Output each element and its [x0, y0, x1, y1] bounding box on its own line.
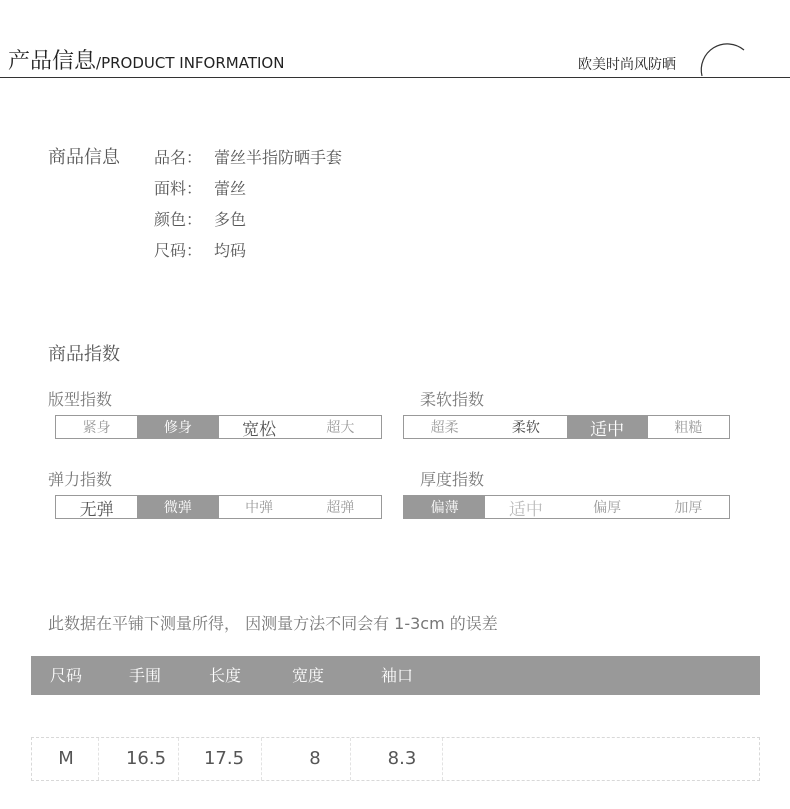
info-row-material	[154, 176, 246, 199]
column-header: 宽度	[292, 666, 325, 685]
info-row-color	[154, 207, 246, 230]
table-cell: 8.3	[387, 748, 417, 769]
index-option: 无弹	[79, 499, 114, 520]
index-option: 超大	[326, 420, 355, 436]
index-option: 粗糙	[674, 420, 703, 436]
page-title-en: /PRODUCT INFORMATION	[96, 54, 285, 72]
info-row-name	[154, 145, 342, 168]
table-cell: 17.5	[203, 748, 245, 769]
index-option: 加厚	[674, 500, 703, 516]
table-cell: 16.5	[125, 748, 167, 769]
index-option-selected: 偏薄	[404, 496, 485, 518]
column-header: 长度	[209, 666, 242, 685]
size-table-header	[31, 656, 760, 695]
index-label-fit: 版型指数	[48, 390, 113, 409]
index-option-selected: 修身	[137, 416, 218, 438]
header-divider	[0, 77, 790, 78]
info-row-size	[154, 238, 246, 261]
table-cell: 8	[309, 748, 321, 769]
info-key: 尺码：	[154, 241, 203, 260]
index-bar-softness	[403, 415, 730, 439]
index-bar-elasticity	[55, 495, 382, 519]
page-title-cn: 产品信息	[8, 49, 97, 74]
info-key: 颜色：	[154, 210, 203, 229]
page-title	[8, 44, 284, 75]
table-cell: M	[58, 748, 74, 769]
index-option: 宽松	[242, 419, 277, 440]
column-header: 尺码	[50, 666, 83, 685]
column-header: 手围	[129, 666, 162, 685]
index-option: 超柔	[430, 420, 459, 436]
index-option: 适中	[508, 499, 543, 520]
info-value: 均码	[214, 241, 247, 260]
index-label-thickness: 厚度指数	[420, 470, 485, 489]
index-section-title: 商品指数	[48, 344, 120, 365]
index-bar-fit	[55, 415, 382, 439]
index-option: 紧身	[82, 420, 111, 436]
index-option: 超弹	[326, 500, 355, 516]
index-label-elasticity: 弹力指数	[48, 470, 113, 489]
info-key: 品名：	[154, 148, 203, 167]
measurement-note: 此数据在平铺下测量所得， 因测量方法不同会有 1-3cm 的误差	[48, 614, 498, 633]
info-key: 面料：	[154, 179, 203, 198]
index-option: 中弹	[245, 500, 274, 516]
info-value: 蕾丝	[214, 179, 247, 198]
index-option-selected: 微弹	[137, 496, 218, 518]
header-tagline: 欧美时尚风防晒	[578, 57, 676, 73]
index-label-softness: 柔软指数	[420, 390, 485, 409]
index-option: 偏厚	[593, 500, 622, 516]
decorative-arc-icon	[696, 40, 756, 100]
index-option: 柔软	[511, 420, 540, 436]
info-value: 多色	[214, 210, 247, 229]
index-bar-thickness	[403, 495, 730, 519]
column-header: 袖口	[381, 666, 414, 685]
info-value: 蕾丝半指防晒手套	[214, 148, 343, 167]
table-row	[31, 737, 760, 781]
info-section-title: 商品信息	[48, 147, 120, 168]
index-option-selected: 适中	[567, 416, 648, 438]
